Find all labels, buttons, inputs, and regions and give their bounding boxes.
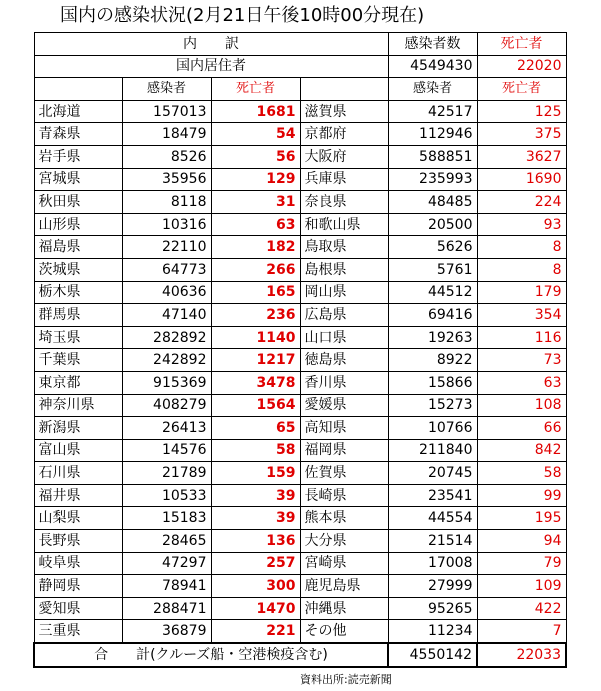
death-count: 129 [211,168,300,191]
prefecture-name: 山梨県 [34,507,122,530]
prefecture-name: 千葉県 [34,349,122,372]
infected-count: 157013 [122,100,211,123]
death-count: 7 [477,620,566,643]
table-row [34,484,566,507]
infected-count: 95265 [388,597,477,620]
infected-count: 10316 [122,213,211,236]
prefecture-name: 和歌山県 [300,213,388,236]
prefecture-name: 三重県 [34,620,122,643]
death-count: 1564 [211,394,300,417]
infection-table [33,32,567,668]
prefecture-name: 岩手県 [34,145,122,168]
page-title: 国内の感染状況(2月21日午後10時00分現在) [60,5,425,26]
infected-count: 15183 [122,507,211,530]
header-row-1 [34,33,566,56]
prefecture-name: 愛知県 [34,597,122,620]
death-count: 3478 [211,371,300,394]
prefecture-name: 栃木県 [34,281,122,304]
table-row [34,394,566,417]
residents-infected: 4549430 [388,55,477,78]
death-count: 79 [477,552,566,575]
death-count: 221 [211,620,300,643]
death-count: 39 [211,484,300,507]
table-row [34,371,566,394]
table-row [34,258,566,281]
infected-count: 10533 [122,484,211,507]
table-row [34,507,566,530]
prefecture-name: 福島県 [34,236,122,259]
death-count: 266 [211,258,300,281]
infected-count: 69416 [388,304,477,327]
infected-count: 19263 [388,326,477,349]
prefecture-name: 熊本県 [300,507,388,530]
prefecture-name: 愛媛県 [300,394,388,417]
infected-count: 282892 [122,326,211,349]
prefecture-name: 山形県 [34,213,122,236]
table-row [34,349,566,372]
prefecture-name: 長崎県 [300,484,388,507]
death-count: 31 [211,191,300,214]
residents-row [34,55,566,78]
death-count: 94 [477,530,566,553]
prefecture-name: 茨城県 [34,258,122,281]
death-count: 54 [211,123,300,146]
death-count: 109 [477,575,566,598]
death-count: 39 [211,507,300,530]
death-count: 73 [477,349,566,372]
table-row [34,439,566,462]
infected-count: 21514 [388,530,477,553]
infected-count: 588851 [388,145,477,168]
infected-count: 235993 [388,168,477,191]
prefecture-name: 山口県 [300,326,388,349]
total-label: 合 計(クルーズ船・空港検疫含む) [34,643,388,667]
residents-deaths: 22020 [477,55,566,78]
prefecture-name: 群馬県 [34,304,122,327]
infected-count: 17008 [388,552,477,575]
prefecture-name: 埼玉県 [34,326,122,349]
prefecture-name: 滋賀県 [300,100,388,123]
infected-count: 47297 [122,552,211,575]
col-deaths-right: 死亡者 [477,78,566,101]
death-count: 300 [211,575,300,598]
death-count: 65 [211,417,300,440]
table-row [34,100,566,123]
prefecture-name: 東京都 [34,371,122,394]
death-count: 99 [477,484,566,507]
table-row [34,168,566,191]
death-count: 56 [211,145,300,168]
infected-count: 27999 [388,575,477,598]
table-row [34,191,566,214]
infected-count-header: 感染者数 [388,33,477,56]
death-count: 8 [477,236,566,259]
infected-count: 48485 [388,191,477,214]
infected-count: 64773 [122,258,211,281]
col-deaths-left: 死亡者 [211,78,300,101]
table-row [34,123,566,146]
prefecture-name: 秋田県 [34,191,122,214]
blank-header-cell [300,78,388,101]
infected-count: 408279 [122,394,211,417]
col-infected-left: 感染者 [122,78,211,101]
infected-count: 36879 [122,620,211,643]
infected-count: 15866 [388,371,477,394]
death-count: 179 [477,281,566,304]
table-row [34,462,566,485]
death-count: 375 [477,123,566,146]
table-row [34,145,566,168]
prefecture-name: 京都府 [300,123,388,146]
infected-count: 44554 [388,507,477,530]
prefecture-name: 静岡県 [34,575,122,598]
table-row [34,236,566,259]
infected-count: 10766 [388,417,477,440]
table-row [34,304,566,327]
infected-count: 22110 [122,236,211,259]
infected-count: 42517 [388,100,477,123]
prefecture-name: 岐阜県 [34,552,122,575]
death-count: 842 [477,439,566,462]
table-row [34,597,566,620]
death-count: 1470 [211,597,300,620]
prefecture-name: 沖縄県 [300,597,388,620]
death-count: 1681 [211,100,300,123]
infected-count: 15273 [388,394,477,417]
death-count: 63 [211,213,300,236]
total-infected: 4550142 [388,643,477,667]
death-count: 3627 [477,145,566,168]
prefecture-name: 富山県 [34,439,122,462]
table-row [34,575,566,598]
infected-count: 47140 [122,304,211,327]
prefecture-name: 宮城県 [34,168,122,191]
infected-count: 5761 [388,258,477,281]
table-row [34,417,566,440]
prefecture-name: 徳島県 [300,349,388,372]
infected-count: 44512 [388,281,477,304]
infected-count: 288471 [122,597,211,620]
infected-count: 20745 [388,462,477,485]
death-count: 257 [211,552,300,575]
infected-count: 78941 [122,575,211,598]
prefecture-name: 青森県 [34,123,122,146]
infected-count: 8118 [122,191,211,214]
prefecture-name: 岡山県 [300,281,388,304]
infected-count: 8922 [388,349,477,372]
table-row [34,552,566,575]
prefecture-name: 新潟県 [34,417,122,440]
blank-header-cell [34,78,122,101]
infected-count: 20500 [388,213,477,236]
prefecture-name: 北海道 [34,100,122,123]
death-count: 116 [477,326,566,349]
prefecture-name: 神奈川県 [34,394,122,417]
death-count: 66 [477,417,566,440]
death-count: 63 [477,371,566,394]
death-count: 354 [477,304,566,327]
prefecture-name: 鳥取県 [300,236,388,259]
prefecture-name: 大分県 [300,530,388,553]
infected-count: 211840 [388,439,477,462]
prefecture-name: 佐賀県 [300,462,388,485]
infected-count: 35956 [122,168,211,191]
breakdown-header: 内 訳 [34,33,388,56]
prefecture-name: 奈良県 [300,191,388,214]
infected-count: 26413 [122,417,211,440]
infected-count: 11234 [388,620,477,643]
infected-count: 5626 [388,236,477,259]
death-count: 195 [477,507,566,530]
infected-count: 14576 [122,439,211,462]
prefecture-name: 福井県 [34,484,122,507]
prefecture-name: 石川県 [34,462,122,485]
prefecture-name: 兵庫県 [300,168,388,191]
prefecture-name: 島根県 [300,258,388,281]
death-count: 224 [477,191,566,214]
death-count: 58 [477,462,566,485]
death-count: 159 [211,462,300,485]
table-row [34,530,566,553]
death-count: 236 [211,304,300,327]
death-count: 1217 [211,349,300,372]
source-note: 資料出所:読売新聞 [300,673,392,686]
infected-count: 23541 [388,484,477,507]
infected-count: 242892 [122,349,211,372]
prefecture-name: 鹿児島県 [300,575,388,598]
death-count: 182 [211,236,300,259]
death-count: 58 [211,439,300,462]
prefecture-name: 高知県 [300,417,388,440]
prefecture-name: 広島県 [300,304,388,327]
death-count: 125 [477,100,566,123]
infected-count: 112946 [388,123,477,146]
death-count: 8 [477,258,566,281]
column-header-row [34,78,566,101]
death-count: 165 [211,281,300,304]
table-row [34,281,566,304]
total-deaths: 22033 [477,643,566,667]
death-count: 422 [477,597,566,620]
table-row [34,326,566,349]
infected-count: 18479 [122,123,211,146]
death-count: 108 [477,394,566,417]
deaths-header: 死亡者 [477,33,566,56]
infected-count: 28465 [122,530,211,553]
infected-count: 8526 [122,145,211,168]
prefecture-name: 大阪府 [300,145,388,168]
prefecture-name: その他 [300,620,388,643]
infected-count: 21789 [122,462,211,485]
infected-count: 915369 [122,371,211,394]
table-row [34,620,566,643]
table-row [34,213,566,236]
prefecture-name: 福岡県 [300,439,388,462]
death-count: 1690 [477,168,566,191]
total-row [34,643,566,667]
infected-count: 40636 [122,281,211,304]
death-count: 1140 [211,326,300,349]
prefecture-name: 長野県 [34,530,122,553]
death-count: 93 [477,213,566,236]
prefecture-name: 宮崎県 [300,552,388,575]
death-count: 136 [211,530,300,553]
col-infected-right: 感染者 [388,78,477,101]
prefecture-name: 香川県 [300,371,388,394]
residents-label: 国内居住者 [34,55,388,78]
